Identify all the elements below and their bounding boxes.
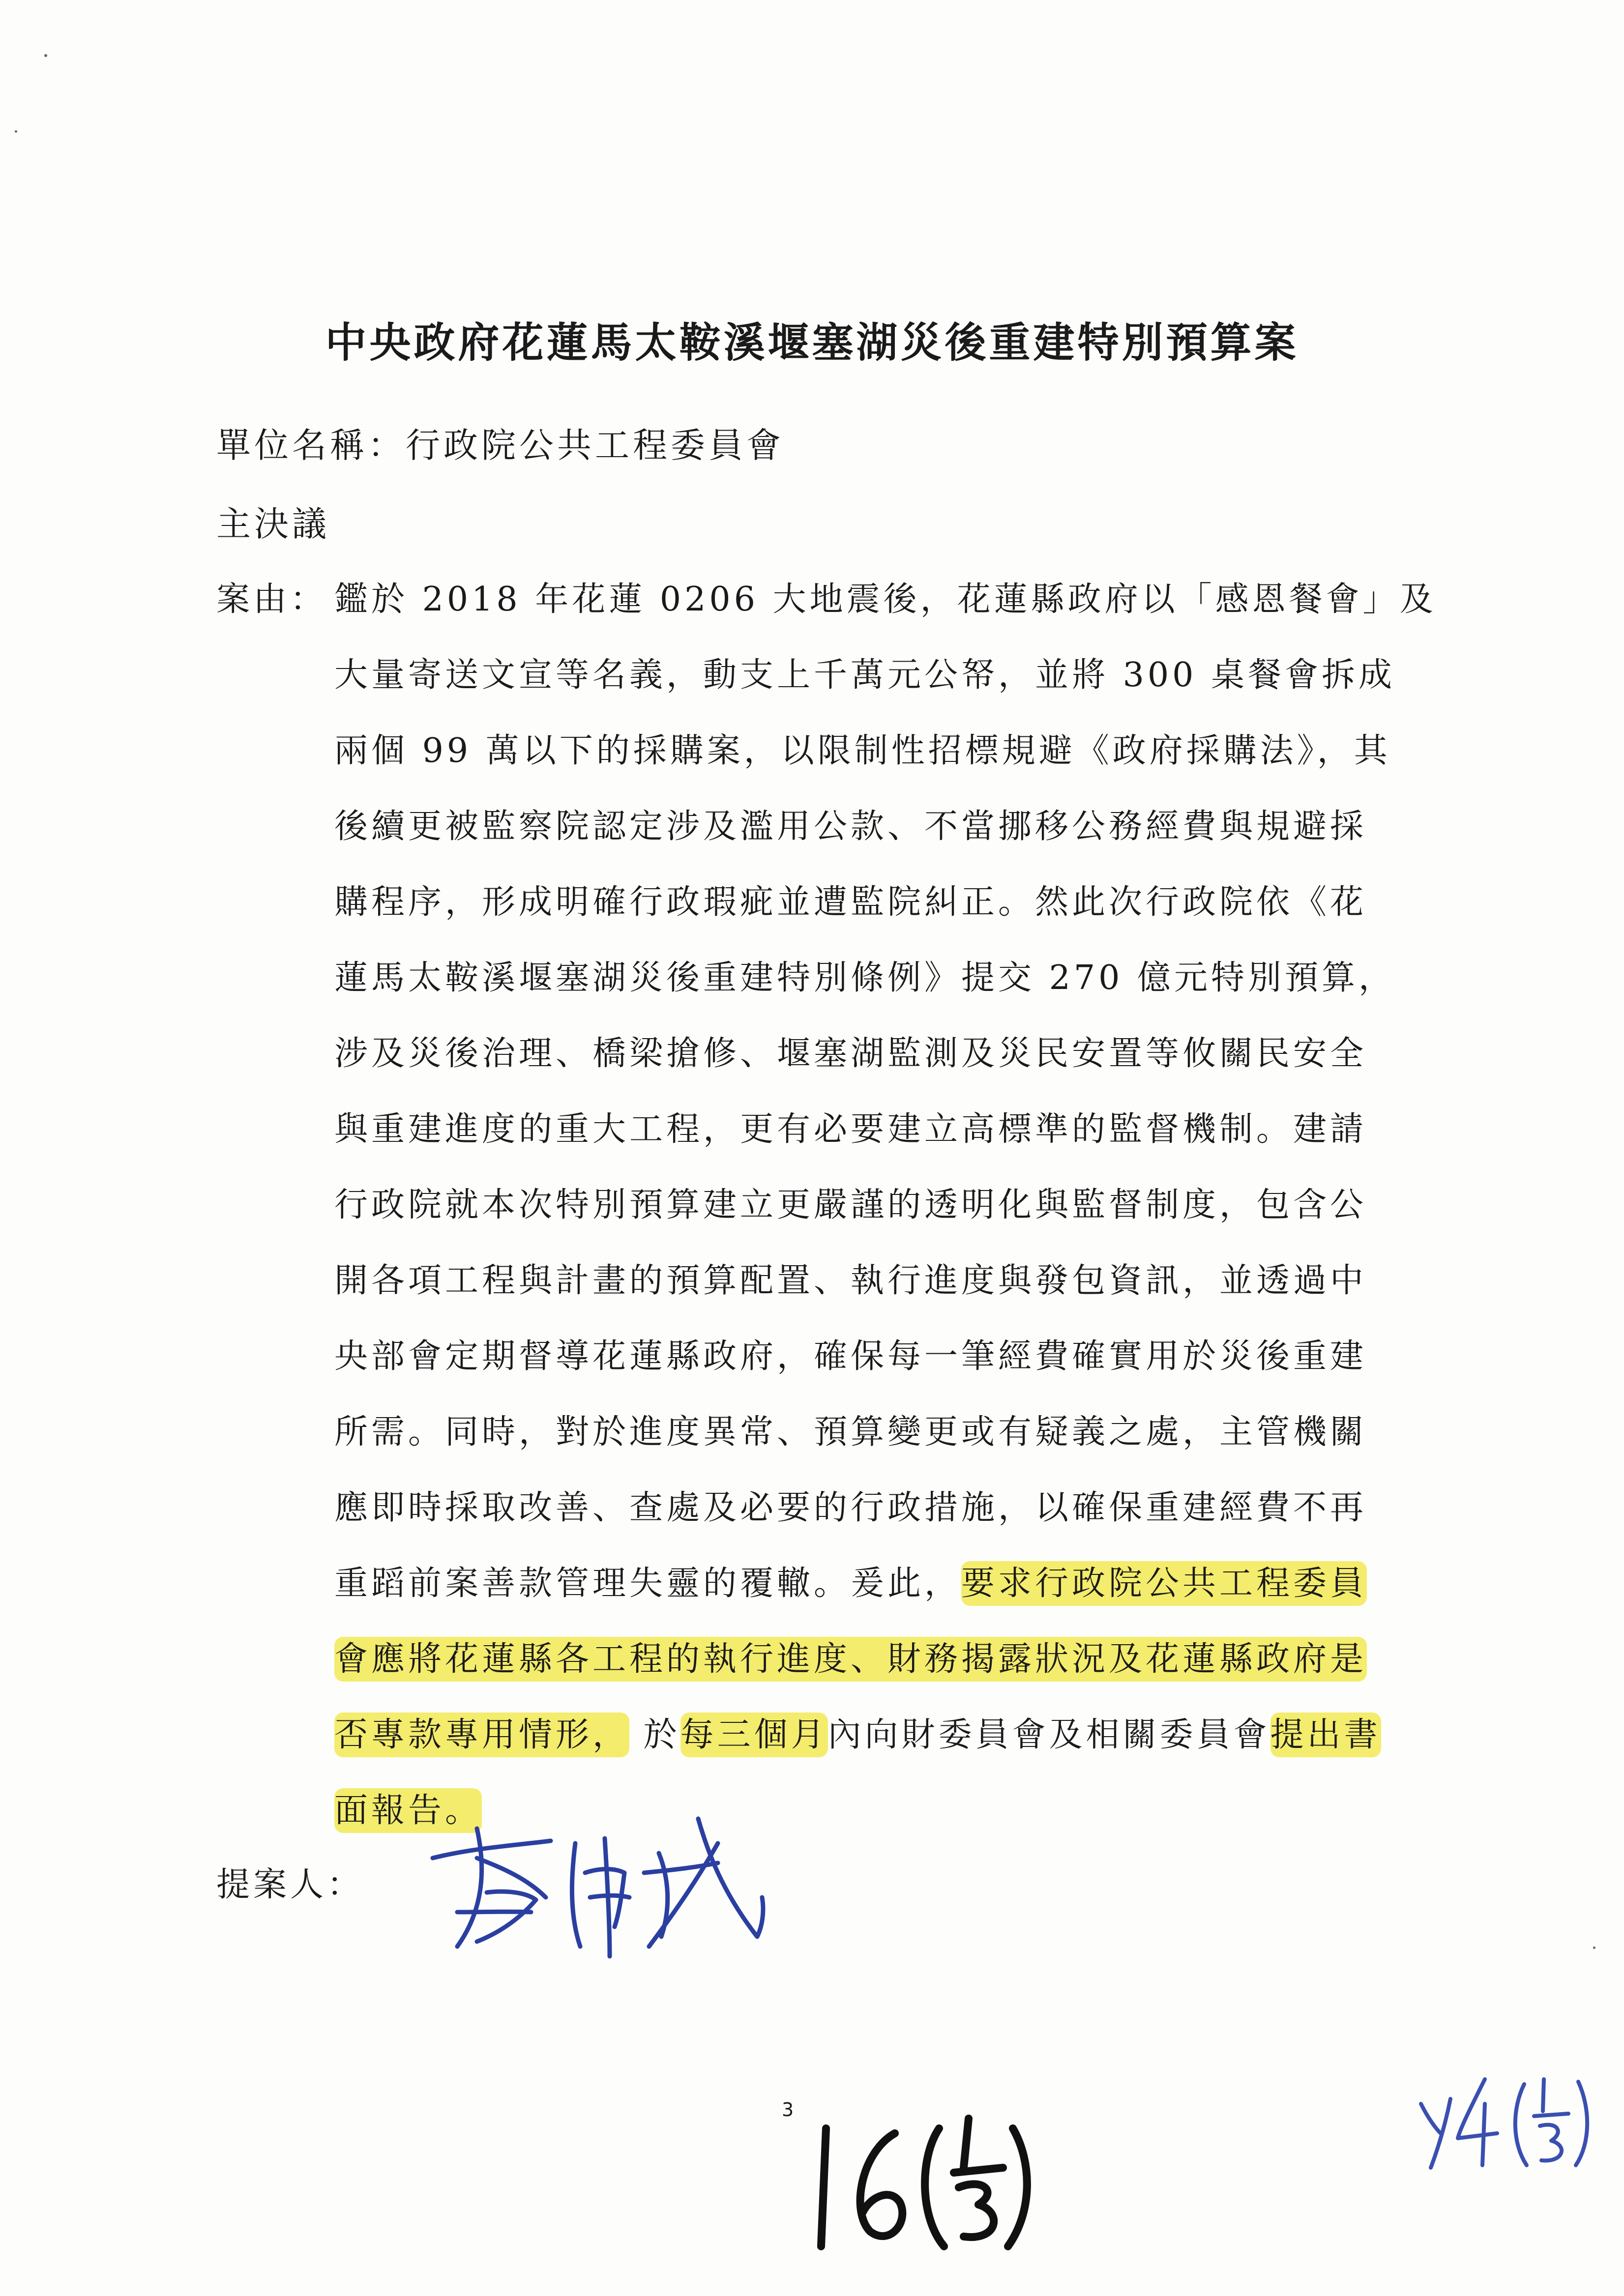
reason-text: 所需。同時，對於進度異常、預算變更或有疑義之處，主管機關 — [334, 1413, 1367, 1452]
reason-text: 購程序，形成明確行政瑕疵並遭監院糾正。然此次行政院依《花 — [334, 883, 1367, 922]
reason-text: 行政院就本次特別預算建立更嚴謹的透明化與監督制度，包含公 — [334, 1186, 1367, 1224]
reason-text: 央部會定期督導花蓮縣政府，確保每一筆經費確實用於災後重建 — [334, 1337, 1367, 1376]
reason-line — [334, 1708, 1455, 1784]
highlighted-text: 提出書 — [1270, 1713, 1381, 1757]
reason-line — [334, 724, 1455, 800]
highlighted-text: 會應將花蓮縣各工程的執行進度、財務揭露狀況及花蓮縣政府是 — [334, 1637, 1367, 1682]
handwritten-folio-mark — [797, 2099, 1052, 2256]
reason-paragraph — [334, 573, 1455, 1860]
reason-line — [334, 1103, 1455, 1178]
reason-text: 蓮馬太鞍溪堰塞湖災後重建特別條例》提交 270 億元特別預算， — [334, 959, 1396, 997]
reason-line — [334, 1027, 1455, 1103]
highlighted-text: 要求行政院公共工程委員 — [961, 1561, 1367, 1606]
document-title: 中央政府花蓮馬太鞍溪堰塞湖災後重建特別預算案 — [325, 318, 1299, 367]
handwritten-side-folio-mark — [1411, 2060, 1598, 2173]
reason-text: 應即時採取改善、查處及必要的行政措施，以確保重建經費不再 — [334, 1488, 1367, 1527]
page-number: 3 — [782, 2099, 794, 2121]
scan-speck — [1593, 1947, 1595, 1949]
reason-line — [334, 1330, 1455, 1405]
highlighted-text: 面報告。 — [334, 1788, 482, 1833]
proposer-signature — [403, 1799, 777, 1961]
reason-line — [334, 573, 1455, 648]
reason-text: 大量寄送文宣等名義，動支上千萬元公帑，並將 300 桌餐會拆成 — [334, 656, 1396, 695]
unit-name-line: 單位名稱：行政院公共工程委員會 — [216, 425, 784, 465]
resolution-heading: 主決議 — [216, 504, 330, 544]
reason-text: 內向財委員會及相關委員會 — [827, 1715, 1270, 1754]
reason-line — [334, 951, 1455, 1027]
reason-line — [334, 1481, 1455, 1557]
reason-line — [334, 1632, 1455, 1708]
reason-text: 重蹈前案善款管理失靈的覆轍。爰此， — [334, 1564, 962, 1603]
highlighted-text: 否專款專用情形， — [334, 1713, 629, 1757]
reason-text: 於 — [629, 1715, 680, 1754]
reason-line — [334, 1178, 1455, 1254]
reason-text: 兩個 99 萬以下的採購案，以限制性招標規避《政府採購法》，其 — [334, 731, 1391, 770]
reason-line — [334, 875, 1455, 951]
scan-speck — [44, 54, 47, 57]
reason-line — [334, 648, 1455, 724]
highlighted-text: 每三個月 — [680, 1713, 828, 1757]
proposer-label: 提案人： — [216, 1865, 364, 1904]
reason-label: 案由： — [216, 580, 327, 619]
reason-text: 涉及災後治理、橋梁搶修、堰塞湖監測及災民安置等攸關民安全 — [334, 1034, 1367, 1073]
reason-text: 與重建進度的重大工程，更有必要建立高標準的監督機制。建請 — [334, 1110, 1367, 1149]
reason-text: 開各項工程與計畫的預算配置、執行進度與發包資訊，並透過中 — [334, 1261, 1367, 1300]
reason-line — [334, 1405, 1455, 1481]
reason-text: 後續更被監察院認定涉及濫用公款、不當挪移公務經費與規避採 — [334, 807, 1367, 846]
reason-line — [334, 1254, 1455, 1330]
reason-text: 鑑於 2018 年花蓮 0206 大地震後，花蓮縣政府以「感恩餐會」及 — [334, 580, 1437, 619]
reason-line — [334, 800, 1455, 875]
reason-line — [334, 1557, 1455, 1632]
scan-speck — [15, 130, 17, 133]
